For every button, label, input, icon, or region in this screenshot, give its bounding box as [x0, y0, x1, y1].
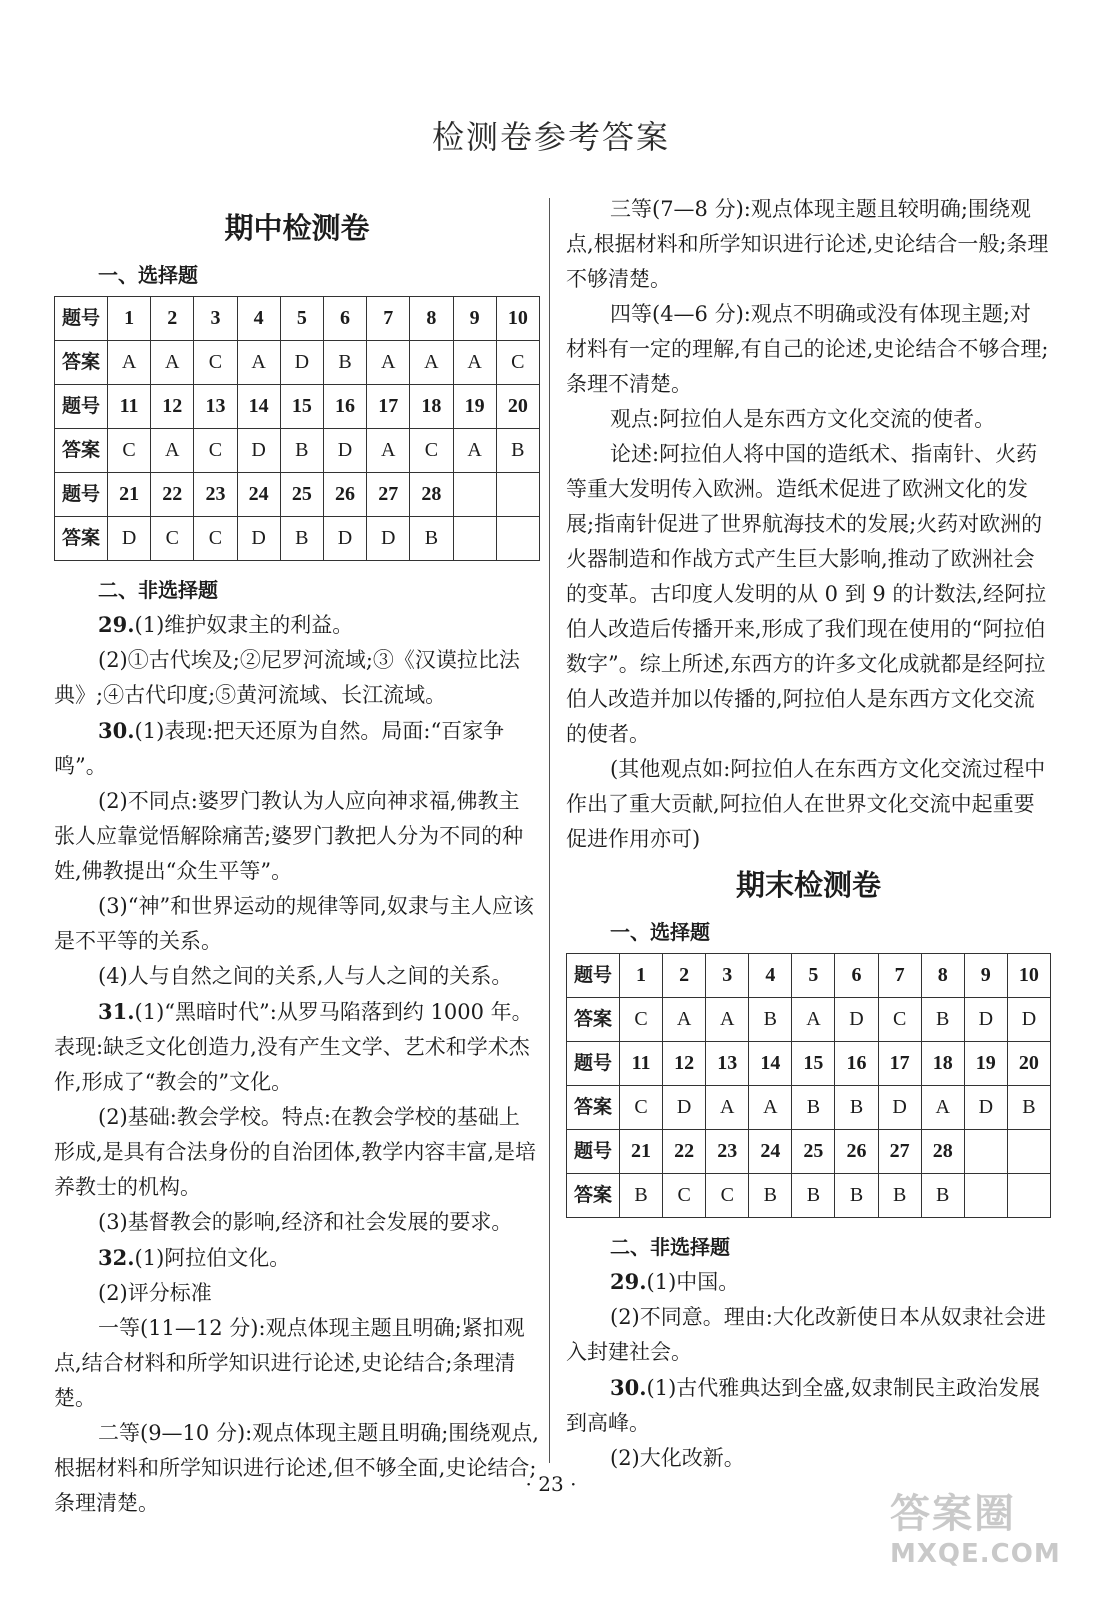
answer-cell: D: [237, 429, 280, 473]
answer-cell: [1007, 1174, 1050, 1218]
answer-cell: 15: [280, 385, 323, 429]
midterm-title: 期中检测卷: [224, 211, 370, 245]
answer-cell: 28: [921, 1130, 964, 1174]
row-header-cell: 题号: [567, 1042, 620, 1086]
answer-text: 二等(9—10 分):观点体现主题且明确;围绕观点,根据材料和所学知识进行论述,但不够全面,史论结合;条理清楚。: [54, 1421, 539, 1515]
answer-cell: 24: [237, 473, 280, 517]
watermark-line1: 答案圈: [890, 1491, 1016, 1537]
answer-cell: A: [367, 341, 410, 385]
answer-paragraph: [54, 713, 540, 784]
left-column: [54, 200, 540, 1521]
answer-text: (2)评分标准: [98, 1281, 212, 1305]
answer-paragraph: [54, 1240, 540, 1276]
answer-cell: D: [1007, 998, 1050, 1042]
answer-cell: C: [706, 1174, 749, 1218]
row-header-cell: 题号: [567, 1130, 620, 1174]
answer-paragraph: [54, 607, 540, 643]
answer-cell: 11: [108, 385, 151, 429]
answer-table-row: [567, 1174, 1051, 1218]
answer-paragraph: [54, 1311, 540, 1416]
answer-paragraph: 论述:阿拉伯人将中国的造纸术、指南针、火药等重大发明传入欧洲。造纸术促进了欧洲文化的发展;指南针促进了世界航海技术的发展;火药对欧洲的火器制造和作战方式产生巨大影响,推动了欧洲社会的变革。古印度人发明的从 0 到 9 的计数法,经阿拉伯人改造后传播开来,形成了我们现在使用的“阿拉伯数字”。综上所述,东西方的许多文化成就都是经阿拉伯人改造并加以传播的,阿拉伯人是东西方文化交流的使者。: [566, 442, 1047, 746]
answer-cell: D: [964, 1086, 1007, 1130]
answer-cell: 4: [749, 954, 792, 998]
answer-cell: 9: [453, 297, 496, 341]
answer-paragraph: [566, 1264, 1051, 1300]
answer-cell: 1: [108, 297, 151, 341]
question-number: 30.: [98, 718, 135, 743]
answer-cell: C: [663, 1174, 706, 1218]
answer-table-row: [55, 385, 540, 429]
answer-cell: 11: [620, 1042, 663, 1086]
answer-paragraph: [54, 994, 540, 1100]
answer-cell: A: [453, 429, 496, 473]
answer-paragraph: (其他观点如:阿拉伯人在东西方文化交流过程中作出了重大贡献,阿拉伯人在世界文化交流中起重要促进作用亦可): [566, 757, 1046, 851]
answer-paragraph: [54, 889, 540, 959]
answer-table-row: [55, 517, 540, 561]
answer-paragraph: 观点:阿拉伯人是东西方文化交流的使者。: [610, 407, 996, 431]
page-title: 检测卷参考答案: [431, 118, 670, 156]
answer-cell: B: [835, 1174, 878, 1218]
answer-cell: A: [749, 1086, 792, 1130]
answer-cell: 10: [1007, 954, 1050, 998]
answer-cell: C: [194, 517, 237, 561]
answer-cell: A: [663, 998, 706, 1042]
answer-paragraph: [566, 1441, 1051, 1476]
answer-cell: B: [496, 429, 539, 473]
answer-cell: B: [323, 341, 366, 385]
answer-cell: 7: [367, 297, 410, 341]
answer-text: (1)“黑暗时代”:从罗马陷落到约 1000 年。表现:缺乏文化创造力,没有产生文学、艺术和学术杰作,形成了“教会的”文化。: [54, 1000, 533, 1094]
final-answers: [566, 1264, 1051, 1476]
answer-cell: A: [151, 341, 194, 385]
answer-text: 一等(11—12 分):观点体现主题且明确;紧扣观点,结合材料和所学知识进行论述,史论结合;条理清楚。: [54, 1316, 525, 1410]
answer-cell: 10: [496, 297, 539, 341]
answer-cell: [964, 1174, 1007, 1218]
answer-table-row: [567, 1042, 1051, 1086]
question-number: 32.: [98, 1245, 135, 1270]
answer-cell: C: [620, 1086, 663, 1130]
answer-cell: 3: [194, 297, 237, 341]
answer-cell: 26: [835, 1130, 878, 1174]
answer-cell: 19: [453, 385, 496, 429]
answer-cell: C: [194, 429, 237, 473]
answer-cell: B: [620, 1174, 663, 1218]
answer-cell: D: [280, 341, 323, 385]
answer-cell: D: [367, 517, 410, 561]
answer-table-row: [567, 998, 1051, 1042]
answer-cell: B: [921, 1174, 964, 1218]
answer-cell: 3: [706, 954, 749, 998]
answer-cell: 19: [964, 1042, 1007, 1086]
answer-cell: 8: [410, 297, 453, 341]
answer-table-row: [55, 341, 540, 385]
answer-cell: C: [410, 429, 453, 473]
answer-cell: B: [749, 1174, 792, 1218]
question-number: 30.: [610, 1375, 647, 1400]
answer-cell: 7: [878, 954, 921, 998]
answer-cell: 8: [921, 954, 964, 998]
answer-cell: 28: [410, 473, 453, 517]
final-answer-table: [566, 953, 1051, 1218]
answer-cell: 16: [835, 1042, 878, 1086]
answer-paragraph: 四等(4—6 分):观点不明确或没有体现主题;对材料有一定的理解,有自己的论述,史论结合不够合理;条理不清楚。: [566, 302, 1049, 396]
answer-cell: A: [410, 341, 453, 385]
answer-text: (1)阿拉伯文化。: [134, 1246, 291, 1270]
answer-table-row: [55, 429, 540, 473]
answer-cell: 15: [792, 1042, 835, 1086]
answer-paragraph: [54, 784, 540, 889]
question-number: 29.: [98, 612, 135, 637]
answer-cell: 13: [706, 1042, 749, 1086]
answer-text: (1)古代雅典达到全盛,奴隶制民主政治发展到高峰。: [566, 1376, 1040, 1435]
answer-cell: [496, 517, 539, 561]
answer-cell: 12: [151, 385, 194, 429]
answer-cell: 5: [280, 297, 323, 341]
page-number: · 23 ·: [525, 1472, 577, 1496]
answer-cell: C: [194, 341, 237, 385]
answer-cell: D: [878, 1086, 921, 1130]
answer-text: (2)大化改新。: [610, 1446, 745, 1470]
answer-cell: 22: [151, 473, 194, 517]
answer-text: (3)“神”和世界运动的规律等同,奴隶与主人应该是不平等的关系。: [54, 894, 534, 953]
answer-cell: B: [921, 998, 964, 1042]
answer-table-row: [567, 954, 1051, 998]
column-divider: [549, 198, 550, 1463]
answer-cell: A: [706, 1086, 749, 1130]
answer-cell: 2: [663, 954, 706, 998]
answer-cell: 23: [706, 1130, 749, 1174]
answer-cell: 20: [1007, 1042, 1050, 1086]
answer-cell: D: [237, 517, 280, 561]
answer-text: (1)中国。: [646, 1270, 740, 1294]
answer-cell: B: [280, 517, 323, 561]
answer-cell: 20: [496, 385, 539, 429]
answer-cell: 16: [323, 385, 366, 429]
answer-paragraph: [54, 1276, 540, 1311]
answer-cell: 27: [367, 473, 410, 517]
answer-cell: A: [706, 998, 749, 1042]
answer-table-row: [567, 1086, 1051, 1130]
answer-cell: [453, 473, 496, 517]
midterm-mc-label: 一、选择题: [98, 263, 198, 287]
watermark-line2: MXQE.COM: [890, 1539, 1061, 1569]
row-header-cell: 答案: [55, 517, 108, 561]
watermark-logo: [890, 1482, 1080, 1592]
answer-cell: 9: [964, 954, 1007, 998]
answer-paragraph: [54, 959, 540, 994]
row-header-cell: 题号: [55, 297, 108, 341]
answer-text: (4)人与自然之间的关系,人与人之间的关系。: [98, 964, 513, 988]
midterm-answers-left: [54, 607, 540, 1521]
answer-cell: 17: [367, 385, 410, 429]
answer-cell: A: [792, 998, 835, 1042]
answer-text: (1)维护奴隶主的利益。: [134, 613, 354, 637]
answer-cell: A: [108, 341, 151, 385]
answer-cell: 1: [620, 954, 663, 998]
row-header-cell: 题号: [567, 954, 620, 998]
answer-cell: 12: [663, 1042, 706, 1086]
answer-table-row: [55, 297, 540, 341]
right-column: [566, 192, 1051, 1476]
answer-cell: B: [835, 1086, 878, 1130]
answer-cell: 6: [323, 297, 366, 341]
answer-cell: 18: [921, 1042, 964, 1086]
answer-table-row: [55, 473, 540, 517]
answer-table-row: [567, 1130, 1051, 1174]
answer-cell: D: [835, 998, 878, 1042]
answer-cell: B: [280, 429, 323, 473]
answer-cell: D: [663, 1086, 706, 1130]
midterm-answers-right: [566, 192, 1051, 857]
answer-cell: 25: [792, 1130, 835, 1174]
answer-text: (2)基础:教会学校。特点:在教会学校的基础上形成,是具有合法身份的自治团体,教学内容丰富,是培养教士的机构。: [54, 1105, 537, 1199]
answer-cell: 25: [280, 473, 323, 517]
answer-cell: C: [108, 429, 151, 473]
answer-cell: D: [323, 517, 366, 561]
final-mc-label: 一、选择题: [610, 920, 710, 944]
answer-cell: B: [410, 517, 453, 561]
answer-cell: 22: [663, 1130, 706, 1174]
answer-cell: 18: [410, 385, 453, 429]
answer-cell: 13: [194, 385, 237, 429]
row-header-cell: 答案: [567, 998, 620, 1042]
answer-paragraph: [54, 1205, 540, 1240]
row-header-cell: 答案: [567, 1174, 620, 1218]
answer-cell: A: [453, 341, 496, 385]
answer-cell: [964, 1130, 1007, 1174]
answer-cell: 26: [323, 473, 366, 517]
final-nonmc-label: 二、非选择题: [610, 1235, 730, 1259]
answer-cell: A: [921, 1086, 964, 1130]
answer-paragraph: [54, 643, 540, 713]
answer-cell: 14: [237, 385, 280, 429]
answer-cell: [1007, 1130, 1050, 1174]
answer-cell: B: [749, 998, 792, 1042]
answer-cell: A: [367, 429, 410, 473]
answer-cell: 23: [194, 473, 237, 517]
answer-cell: 21: [108, 473, 151, 517]
answer-cell: B: [878, 1174, 921, 1218]
answer-cell: 5: [792, 954, 835, 998]
answer-cell: 4: [237, 297, 280, 341]
answer-cell: D: [108, 517, 151, 561]
answer-cell: C: [496, 341, 539, 385]
row-header-cell: 答案: [55, 341, 108, 385]
answer-text: (1)表现:把天还原为自然。局面:“百家争鸣”。: [54, 719, 505, 778]
answer-paragraph: [54, 1416, 540, 1521]
midterm-nonmc-label: 二、非选择题: [98, 578, 218, 602]
answer-text: (2)不同点:婆罗门教认为人应向神求福,佛教主张人应靠觉悟解除痛苦;婆罗门教把人分为不同的种姓,佛教提出“众生平等”。: [54, 789, 524, 883]
answer-paragraph: 三等(7—8 分):观点体现主题且较明确;围绕观点,根据材料和所学知识进行论述,史论结合一般;条理不够清楚。: [566, 197, 1049, 291]
answer-cell: C: [620, 998, 663, 1042]
answer-text: (2)不同意。理由:大化改新使日本从奴隶社会进入封建社会。: [566, 1305, 1046, 1364]
answer-text: (3)基督教会的影响,经济和社会发展的要求。: [98, 1210, 513, 1234]
answer-cell: 2: [151, 297, 194, 341]
answer-cell: C: [151, 517, 194, 561]
answer-cell: A: [237, 341, 280, 385]
row-header-cell: 题号: [55, 385, 108, 429]
answer-cell: A: [151, 429, 194, 473]
answer-cell: 14: [749, 1042, 792, 1086]
row-header-cell: 答案: [55, 429, 108, 473]
answer-cell: 6: [835, 954, 878, 998]
answer-cell: 27: [878, 1130, 921, 1174]
answer-cell: [453, 517, 496, 561]
answer-cell: [496, 473, 539, 517]
answer-cell: B: [792, 1174, 835, 1218]
answer-cell: C: [878, 998, 921, 1042]
answer-cell: D: [323, 429, 366, 473]
final-title: 期末检测卷: [735, 868, 881, 902]
answer-paragraph: [566, 1370, 1051, 1441]
answer-cell: B: [1007, 1086, 1050, 1130]
row-header-cell: 题号: [55, 473, 108, 517]
question-number: 31.: [98, 999, 135, 1024]
answer-cell: 17: [878, 1042, 921, 1086]
midterm-answer-table: [54, 296, 540, 561]
question-number: 29.: [610, 1269, 647, 1294]
answer-paragraph: [566, 1300, 1051, 1370]
row-header-cell: 答案: [567, 1086, 620, 1130]
answer-cell: B: [792, 1086, 835, 1130]
answer-text: (2)①古代埃及;②尼罗河流域;③《汉谟拉比法典》;④古代印度;⑤黄河流域、长江流域。: [54, 648, 520, 707]
answer-cell: D: [964, 998, 1007, 1042]
answer-cell: 24: [749, 1130, 792, 1174]
answer-cell: 21: [620, 1130, 663, 1174]
answer-paragraph: [54, 1100, 540, 1205]
